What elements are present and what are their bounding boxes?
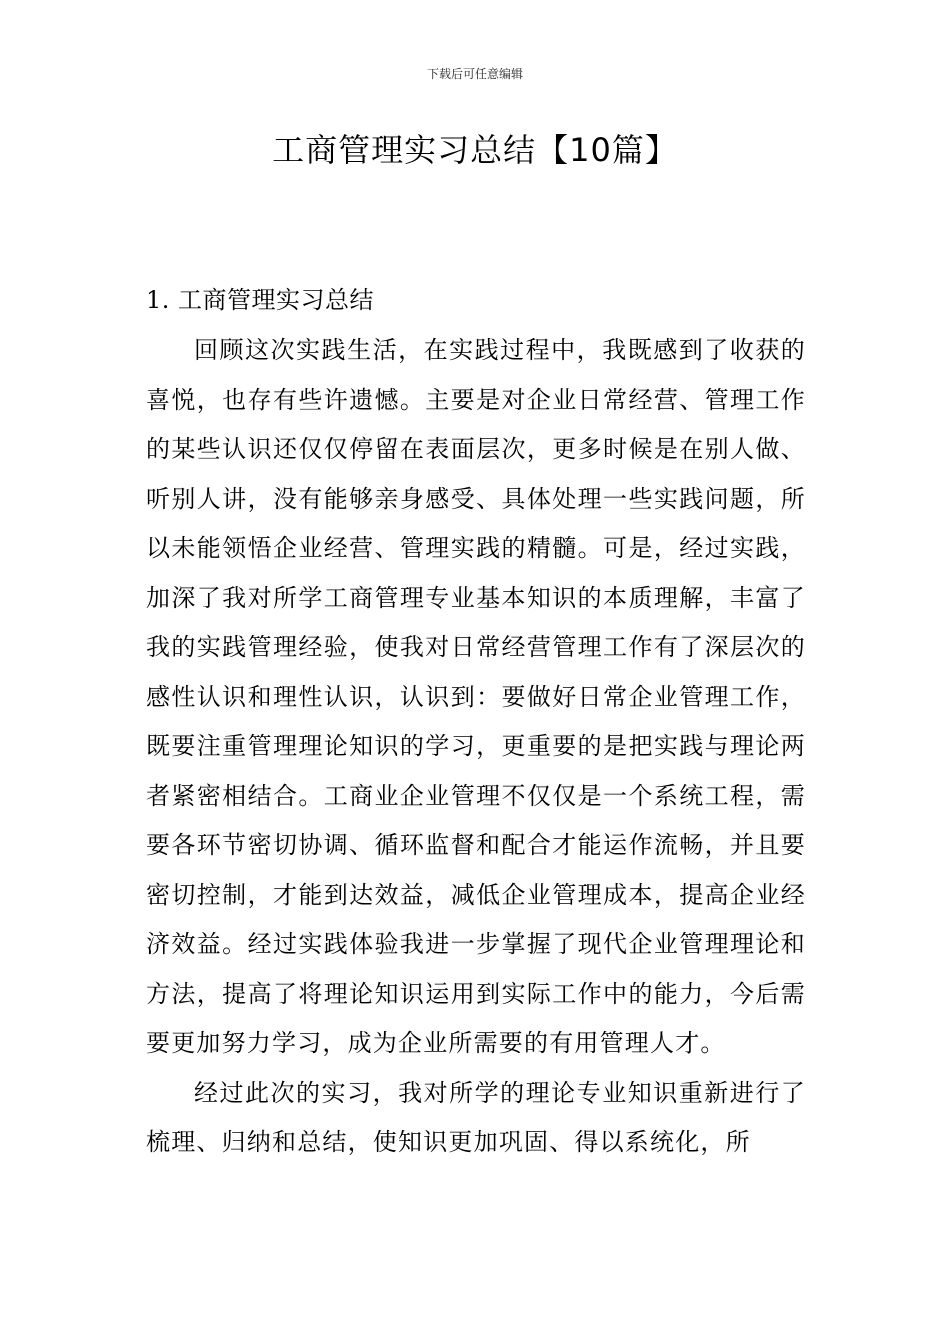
- section-heading: 1. 工商管理实习总结: [146, 286, 375, 314]
- document-body: [146, 280, 806, 1168]
- paragraph: 经过此次的实习，我对所学的理论专业知识重新进行了梳理、归纳和总结，使知识更加巩固、得以系统化，所: [146, 1078, 806, 1156]
- header-note: 下载后可任意编辑: [426, 67, 523, 81]
- paragraph: 回顾这次实践生活，在实践过程中，我既感到了收获的喜悦，也存有些许遗憾。主要是对企业日常经营、管理工作的某些认识还仅仅停留在表面层次，更多时候是在别人做、听别人讲，没有能够亲身感受、具体处理一些实践问题，所以未能领悟企业经营、管理实践的精髓。可是，经过实践，加深了我对所学工商管理专业基本知识的本质理解，丰富了我的实践管理经验，使我对日常经营管理工作有了深层次的感性认识和理性认识，认识到：要做好日常企业管理工作，既要注重管理理论知识的学习，更重要的是把实践与理论两者紧密相结合。工商业企业管理不仅仅是一个系统工程，需要各环节密切协调、循环监督和配合才能运作流畅，并且要密切控制，才能到达效益，减低企业管理成本，提高企业经济效益。经过实践体验我进一步掌握了现代企业管理理论和方法，提高了将理论知识运用到实际工作中的能力，今后需要更加努力学习，成为企业所需要的有用管理人才。: [146, 336, 806, 1057]
- document-title: 工商管理实习总结【10篇】: [272, 131, 678, 169]
